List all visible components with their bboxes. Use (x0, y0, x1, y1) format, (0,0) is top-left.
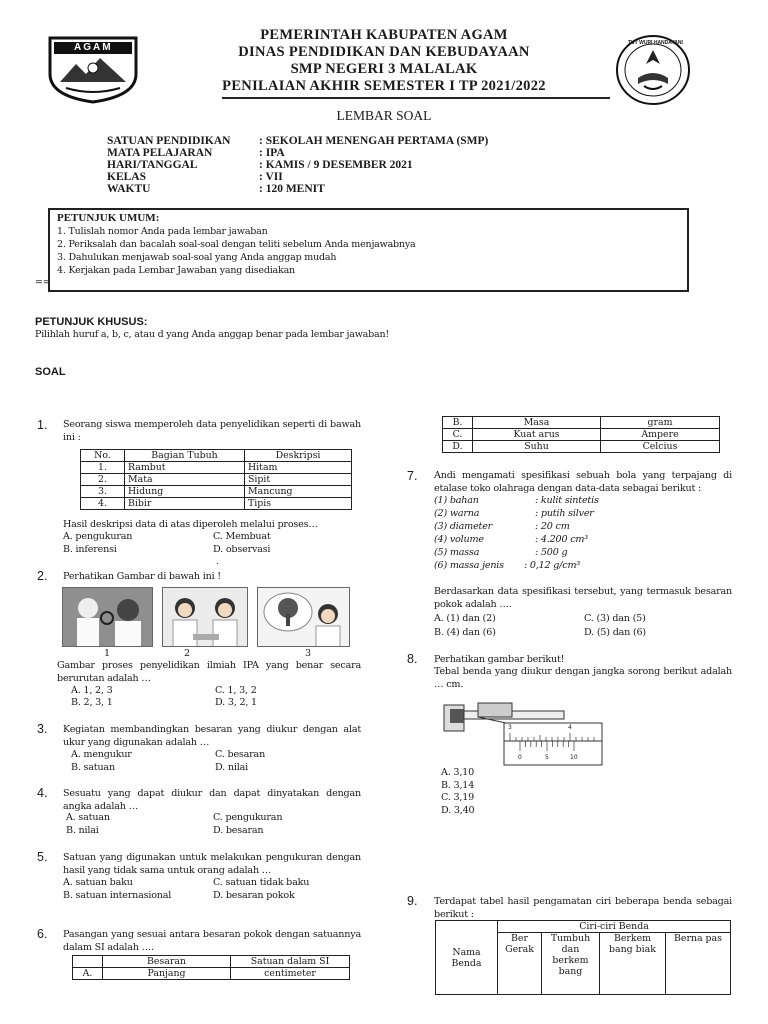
q1-option-b[interactable]: B. inferensi (63, 544, 117, 555)
table-header-row (436, 921, 731, 933)
q5-option-b[interactable]: B. satuan internasional (63, 890, 172, 901)
q9-table (435, 920, 731, 995)
q2-text: Perhatikan Gambar di bawah ini ! (63, 571, 221, 582)
q1-after: Hasil deskripsi data di atas diperoleh melalui proses… (63, 519, 318, 530)
vernier-caliper-figure (440, 697, 606, 769)
info-value: : 120 MENIT (259, 183, 325, 195)
q3-number: 3. (37, 722, 48, 736)
table-cell: A. (73, 968, 103, 980)
table-header: Bagian Tubuh (125, 450, 245, 462)
q1-option-c[interactable]: C. Membuat (213, 531, 271, 542)
petunjuk-umum-item: 1. Tulislah nomor Anda pada lembar jawaban (57, 226, 268, 237)
table-cell: centimeter (231, 968, 350, 980)
table-cell: B. (443, 417, 473, 429)
q7-spec-key: (2) warna (434, 508, 480, 519)
q2-after: Gambar proses penyelidikan ilmiah IPA yang benar secara berurutan adalah … (57, 660, 361, 684)
table-cell: C. (443, 429, 473, 441)
table-cell: 4. (81, 498, 125, 510)
petunjuk-umum-item: 4. Kerjakan pada Lembar Jawaban yang disediakan (57, 265, 295, 276)
table-header: Besaran (103, 956, 231, 968)
table-row (443, 417, 720, 429)
q2-image-1 (62, 587, 153, 647)
q7-option-a[interactable]: A. (1) dan (2) (434, 613, 496, 624)
q1-text: Seorang siswa memperoleh data penyelidikan seperti di bawah ini : (63, 419, 361, 443)
table-cell: Mancung (245, 486, 352, 498)
logo-agam-text: AGAM (74, 42, 113, 53)
petunjuk-khusus-text: Pilihlah huruf a, b, c, atau d yang Anda anggap benar pada lembar jawaban! (35, 329, 389, 340)
info-key: WAKTU (107, 183, 151, 195)
logo-tut-wuri-text: TUT WURI HANDAYANI (628, 40, 683, 46)
petunjuk-khusus-title: PETUNJUK KHUSUS: (35, 316, 148, 328)
header-rule (222, 97, 610, 99)
table-header: Ciri-ciri Benda (498, 921, 731, 933)
table-row (81, 474, 352, 486)
q2-caption-3: 3 (305, 648, 311, 659)
table-cell: 1. (81, 462, 125, 474)
q2-image-2 (162, 587, 248, 647)
info-key: MATA PELAJARAN (107, 147, 213, 159)
soal-title: SOAL (35, 366, 66, 378)
table-cell: Mata (125, 474, 245, 486)
scale-label-vernier: 5 (545, 754, 549, 761)
q7-spec-key: (5) massa (434, 547, 480, 558)
table-cell: Kuat arus (473, 429, 601, 441)
table-row (443, 429, 720, 441)
q7-after: Berdasarkan data spesifikasi tersebut, yang termasuk besaran pokok adalah …. (434, 586, 732, 610)
table-header (73, 956, 103, 968)
q7-spec-value: : putih silver (535, 508, 594, 519)
info-value: : IPA (259, 147, 285, 159)
info-value: : SEKOLAH MENENGAH PERTAMA (SMP) (259, 135, 489, 147)
scale-label-main: 3 (508, 724, 512, 731)
table-header: Ber Gerak (498, 933, 542, 995)
petunjuk-umum-item: 2. Periksalah dan bacalah soal-soal dengan teliti sebelum Anda menjawabnya (57, 239, 416, 250)
q3-option-d[interactable]: D. nilai (215, 762, 248, 773)
q8-option-c[interactable]: C. 3,19 (441, 792, 475, 803)
q5-number: 5. (37, 850, 48, 864)
info-key: KELAS (107, 171, 146, 183)
table-row (81, 486, 352, 498)
petunjuk-umum-title: PETUNJUK UMUM: (57, 212, 160, 224)
q2-option-a[interactable]: A. 1, 2, 3 (71, 685, 113, 696)
table-cell: Masa (473, 417, 601, 429)
q6-table-part2 (442, 416, 720, 453)
q9-number: 9. (407, 894, 418, 908)
scale-label-vernier: 0 (518, 754, 522, 761)
table-cell: 3. (81, 486, 125, 498)
table-cell: Ampere (601, 429, 720, 441)
info-value: : VII (259, 171, 283, 183)
q8-text: Perhatikan gambar berikut! (434, 654, 565, 665)
header-line-2: DINAS PENDIDIKAN DAN KEBUDAYAAN (238, 44, 530, 60)
q7-spec-value: : 500 g (535, 547, 568, 558)
table-cell: Sipit (245, 474, 352, 486)
header-line-4: PENILAIAN AKHIR SEMESTER I TP 2021/2022 (222, 78, 546, 94)
q4-option-a[interactable]: A. satuan (66, 812, 110, 823)
table-header-row (73, 956, 350, 968)
info-key: HARI/TANGGAL (107, 159, 198, 171)
q4-number: 4. (37, 786, 48, 800)
table-header: No. (81, 450, 125, 462)
info-key: SATUAN PENDIDIKAN (107, 135, 231, 147)
info-value: : KAMIS / 9 DESEMBER 2021 (259, 159, 413, 171)
table-cell: Rambut (125, 462, 245, 474)
q7-spec-value: : 20 cm (535, 521, 570, 532)
q1-option-d[interactable]: D. observasi (213, 544, 271, 555)
header-line-3: SMP NEGERI 3 MALALAK (290, 61, 478, 77)
q7-spec-value: : 0,12 g/cm³ (524, 560, 580, 571)
q5-option-c[interactable]: C. satuan tidak baku (213, 877, 310, 888)
q3-option-a[interactable]: A. mengukur (71, 749, 132, 760)
q1-number: 1. (37, 418, 48, 432)
table-cell: 2. (81, 474, 125, 486)
table-cell: gram (601, 417, 720, 429)
q7-spec-key: (1) bahan (434, 495, 479, 506)
q2-caption-2: 2 (184, 648, 190, 659)
q3-option-b[interactable]: B. satuan (71, 762, 115, 773)
table-cell: Panjang (103, 968, 231, 980)
q4-option-d[interactable]: D. besaran (213, 825, 264, 836)
q2-number: 2. (37, 569, 48, 583)
table-header: Berna pas (666, 933, 731, 995)
table-cell: Hitam (245, 462, 352, 474)
q8-option-b[interactable]: B. 3,14 (441, 780, 475, 791)
table-header: Tumbuh dan berkem bang (542, 933, 600, 995)
q7-spec-key: (4) volume (434, 534, 484, 545)
scale-label-main: 4 (568, 724, 572, 731)
q1-dot: . (216, 556, 219, 567)
table-cell: Hidung (125, 486, 245, 498)
table-cell: D. (443, 441, 473, 453)
q7-spec-key: (3) diameter (434, 521, 493, 532)
q7-text: Andi mengamati spesifikasi sebuah bola yang terpajang di etalase toko olahraga dengan data-data sebagai berikut : (434, 470, 732, 494)
q5-text: Satuan yang digunakan untuk melakukan pengukuran dengan hasil yang tidak sama untuk orang adalah … (63, 852, 361, 876)
table-header: Deskripsi (245, 450, 352, 462)
table-row (81, 462, 352, 474)
q4-option-c[interactable]: C. pengukuran (213, 812, 283, 823)
table-cell: Suhu (473, 441, 601, 453)
q4-option-b[interactable]: B. nilai (66, 825, 99, 836)
q8-option-a[interactable]: A. 3,10 (441, 767, 474, 778)
q1-table (80, 449, 352, 510)
table-cell: Tipis (245, 498, 352, 510)
table-row (81, 498, 352, 510)
q7-spec-key: (6) massa jenis (434, 560, 504, 571)
q7-number: 7. (407, 469, 418, 483)
q1-option-a[interactable]: A. pengukuran (63, 531, 133, 542)
stray-mark: == (35, 277, 51, 288)
table-row (443, 441, 720, 453)
table-header: Satuan dalam SI (231, 956, 350, 968)
table-header: Berkem bang biak (600, 933, 666, 995)
header-line-1: PEMERINTAH KABUPATEN AGAM (260, 27, 508, 43)
q6-table-part1 (72, 955, 350, 980)
q7-option-b[interactable]: B. (4) dan (6) (434, 627, 496, 638)
q4-text: Sesuatu yang dapat diukur dan dapat dinyatakan dengan angka adalah … (63, 788, 361, 812)
q7-spec-value: : kulit sintetis (535, 495, 599, 506)
table-header-row (81, 450, 352, 462)
table-cell: Celcius (601, 441, 720, 453)
q7-option-d[interactable]: D. (5) dan (6) (584, 627, 646, 638)
table-header: Nama Benda (436, 921, 498, 995)
q7-spec-value: : 4.200 cm³ (535, 534, 588, 545)
scale-label-vernier: 10 (570, 754, 578, 761)
q6-number: 6. (37, 927, 48, 941)
q5-option-d[interactable]: D. besaran pokok (213, 890, 295, 901)
q3-option-c[interactable]: C. besaran (215, 749, 266, 760)
q8-text-2: Tebal benda yang diukur dengan jangka sorong berikut adalah … cm. (434, 666, 732, 690)
q9-text: Terdapat tabel hasil pengamatan ciri beberapa benda sebagai berikut : (434, 896, 732, 920)
q6-text: Pasangan yang sesuai antara besaran pokok dengan satuannya dalam SI adalah …. (63, 929, 361, 953)
q7-option-c[interactable]: C. (3) dan (5) (584, 613, 646, 624)
q2-caption-1: 1 (104, 648, 110, 659)
q3-text: Kegiatan membandingkan besaran yang diukur dengan alat ukur yang digunakan adalah … (63, 724, 361, 748)
table-row (73, 968, 350, 980)
q5-option-a[interactable]: A. satuan baku (63, 877, 133, 888)
q2-option-b[interactable]: B. 2, 3, 1 (71, 697, 113, 708)
q2-image-3 (257, 587, 350, 647)
petunjuk-umum-item: 3. Dahulukan menjawab soal-soal yang Anda anggap mudah (57, 252, 337, 263)
sheet-title: LEMBAR SOAL (336, 108, 432, 123)
q8-option-d[interactable]: D. 3,40 (441, 805, 475, 816)
q2-option-c[interactable]: C. 1, 3, 2 (215, 685, 257, 696)
table-cell: Bibir (125, 498, 245, 510)
q2-option-d[interactable]: D. 3, 2, 1 (215, 697, 257, 708)
q8-number: 8. (407, 652, 418, 666)
